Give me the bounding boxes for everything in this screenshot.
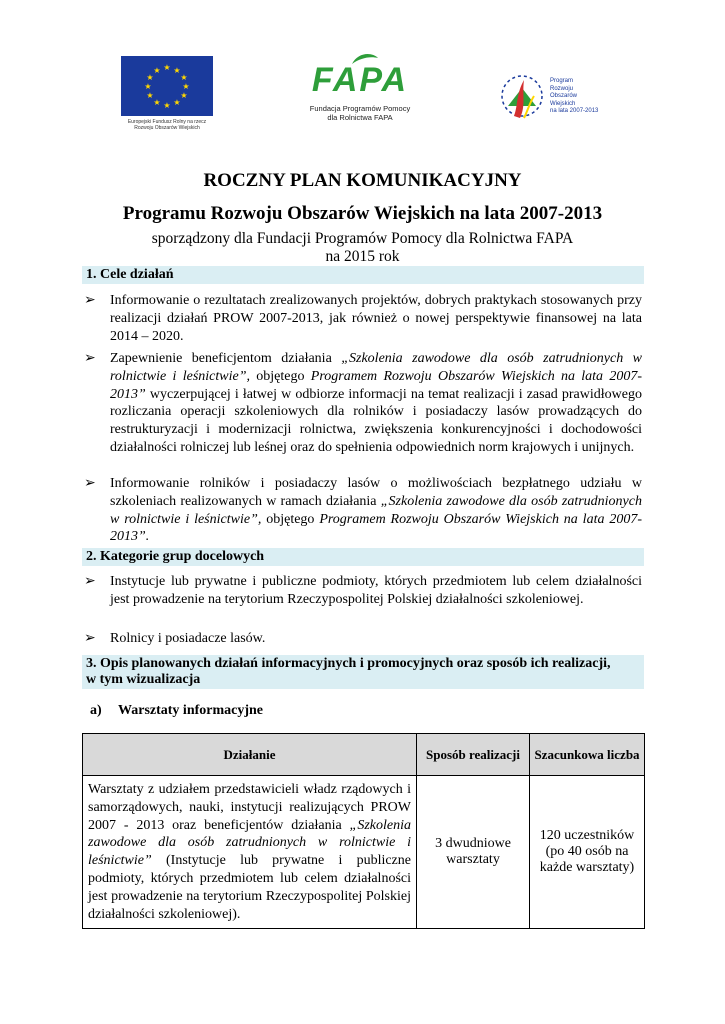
list-item: ➢ Instytucje lub prywatne i publiczne podmioty, których przedmiotem lub celem działalności jest prowadzenie na terytorium Rzeczypospolitej Polskiej działalności szkoleniowej.: [84, 574, 642, 607]
arrow-bullet-icon: ➢: [84, 574, 96, 589]
document-year: na 2015 rok: [325, 248, 400, 265]
list-item: ➢ Zapewnienie beneficjentom działania „Szkolenia zawodowe dla osób zatrudnionych w rolnictwie i leśnictwie”, objętego Programem Rozwoju Obszarów Wiejskich na lata 2007-2013” wyczerpującej i łatwej w odbiorze informacji na temat realizacji i zasad prawidłowego rozliczania operacji szkoleniowych dla rolników i posiadaczy lasów prowadzących do restrukturyzacji i modernizacji rolnictwa, zwiększenia konkurencyjności i dochodowości działalności rolniczej lub leśnej oraz do spełnienia odpowiednich norm krajowych i unijnych.: [84, 351, 642, 455]
column-header-action: Działanie: [83, 734, 417, 776]
leaf-icon: [350, 52, 380, 66]
prow-caption: Program Rozwoju Obszarów Wiejskich na lata 2007-2013: [550, 78, 599, 114]
svg-text:★: ★: [173, 66, 181, 75]
svg-text:★: ★: [163, 63, 171, 72]
svg-text:★: ★: [182, 82, 190, 91]
eu-caption: Europejski Fundusz Rolny na rzecz Rozwoju Obszarów Wiejskich: [127, 119, 207, 131]
arrow-bullet-icon: ➢: [84, 476, 96, 491]
svg-text:★: ★: [180, 73, 188, 82]
svg-text:★: ★: [146, 73, 154, 82]
svg-text:★: ★: [153, 66, 161, 75]
fapa-logo: FAPA Fundacja Programów Pomocy dla Rolnictwa FAPA: [300, 62, 420, 122]
cell-method: 3 dwudniowe warsztaty: [417, 776, 530, 929]
svg-text:★: ★: [173, 98, 181, 107]
svg-text:★: ★: [144, 82, 152, 91]
column-header-estimate: Szacunkowa liczba: [530, 734, 645, 776]
workshops-table: [82, 733, 645, 929]
subsection-heading-workshops: a) Warsztaty informacyjne: [90, 703, 264, 718]
cell-action: Warsztaty z udziałem przedstawicieli władz rządowych i samorządowych, nauki, instytucji realizujących PROW 2007 - 2013 oraz beneficjentów działania „Szkolenia zawodowe dla osób zatrudnionych w rolnictwie i leśnictwie” (Instytucje lub prywatne i publiczne podmioty, których przedmiotem lub celem działalności jest prowadzenie na terytorium Rzeczypospolitej Polskiej działalności szkoleniowej).: [83, 776, 417, 929]
table-header-row: [83, 734, 645, 776]
arrow-bullet-icon: ➢: [84, 351, 96, 366]
svg-text:★: ★: [180, 91, 188, 100]
document-title-program: Programu Rozwoju Obszarów Wiejskich na lata 2007-2013: [122, 203, 603, 224]
svg-text:★: ★: [146, 91, 154, 100]
document-subtitle: sporządzony dla Fundacji Programów Pomocy dla Rolnictwa FAPA: [151, 230, 574, 247]
table-row: [83, 776, 645, 929]
arrow-bullet-icon: ➢: [84, 293, 96, 308]
eu-flag-icon: [121, 56, 213, 116]
list-item: ➢ Informowanie rolników i posiadaczy lasów o możliwościach bezpłatnego udziału w szkoleniach realizowanych w ramach działania „Szkolenia zawodowe dla osób zatrudnionych w rolnictwie i leśnictwie”, objętego Programem Rozwoju Obszarów Wiejskich na lata 2007-2013”.: [84, 476, 642, 545]
list-item: ➢ Informowanie o rezultatach zrealizowanych projektów, dobrych praktykach stosowanych przy realizacji działań PROW 2007-2013, jak również o nowej perspektywie finansowej na lata 2014 – 2020.: [84, 293, 642, 344]
list-item: ➢ Rolnicy i posiadacze lasów.: [84, 631, 266, 646]
arrow-bullet-icon: ➢: [84, 631, 96, 646]
eu-logo: [121, 56, 213, 131]
section-heading-planned-actions: 3. Opis planowanych działań informacyjnych i promocyjnych oraz sposób ich realizacji, w tym wizualizacja: [82, 655, 644, 689]
logo-bar: [0, 52, 725, 142]
column-header-method: Sposób realizacji: [417, 734, 530, 776]
section-heading-goals: 1. Cele działań: [82, 266, 644, 284]
document-title: ROCZNY PLAN KOMUNIKACYJNY: [203, 170, 522, 191]
svg-text:★: ★: [153, 98, 161, 107]
svg-text:★: ★: [163, 101, 171, 110]
cell-estimate: 120 uczestników (po 40 osób na każde warsztaty): [530, 776, 645, 929]
prow-emblem-icon: [494, 66, 550, 130]
section-heading-target-groups: 2. Kategorie grup docelowych: [82, 548, 644, 566]
prow-logo: [494, 66, 614, 130]
